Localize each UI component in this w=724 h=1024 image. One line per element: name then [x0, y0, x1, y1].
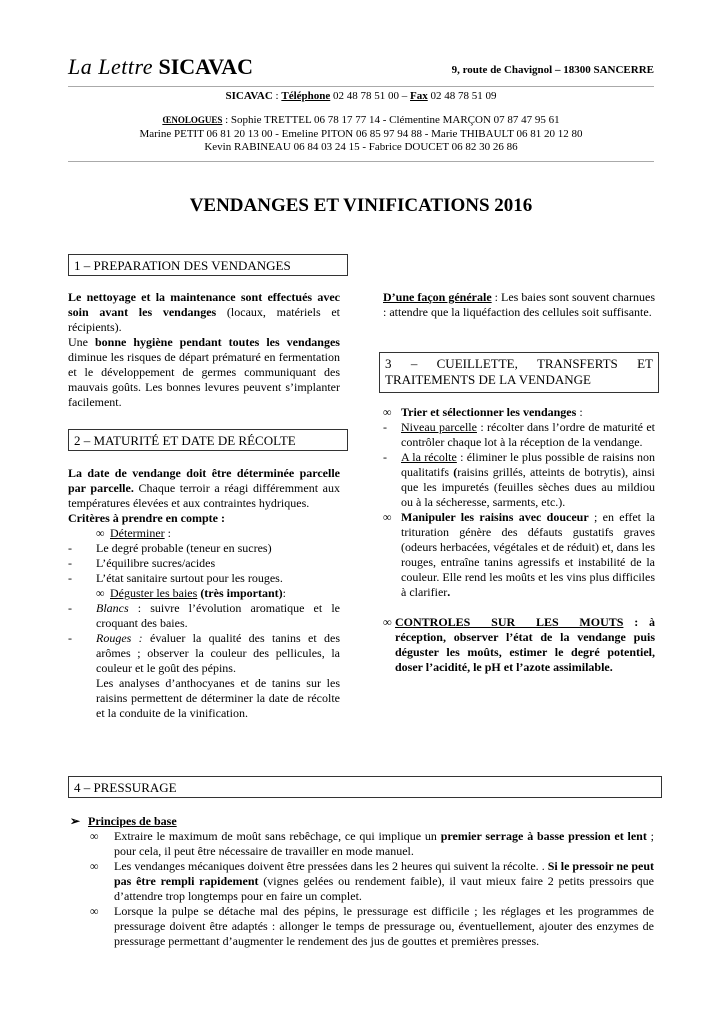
phone-label: Téléphone [281, 90, 331, 102]
newsletter-title [68, 54, 253, 80]
handle-item [383, 510, 655, 600]
determine-colon: : [164, 526, 171, 540]
section-1-p1-bold: Le nettoyage et la maintenance sont effectués avec soin avant les vendanges [68, 290, 340, 319]
dash-bullet: - [68, 601, 72, 615]
determine-sub-2 [68, 556, 340, 571]
principles-label: Principes de base [88, 814, 177, 828]
oenologues-line-1: : Sophie TRETTEL 06 78 17 77 14 - Clémentine MARÇON 07 87 47 95 61 [222, 114, 560, 126]
section-1-p2-bold: bonne hygiène pendant toutes les vendanges [94, 335, 340, 349]
control-item [383, 615, 655, 675]
infinity-bullet-icon: ∞ [383, 615, 392, 629]
handle-end: . [447, 585, 451, 599]
blancs-label: Blancs [96, 601, 129, 615]
general-remark [383, 290, 655, 320]
infinity-bullet-icon: ∞ [96, 586, 105, 600]
newsletter-script-title: La Lettre [68, 54, 153, 79]
fax-label: Fax [410, 90, 428, 102]
principle-1-b: ; pour cela, il peut être nécessaire de travailler en mode manuel. [114, 829, 654, 858]
phone-number: 02 48 78 51 00 – [330, 90, 411, 102]
section-2-body [68, 466, 340, 721]
section-2-p1-rest: Chaque terroir a réagi différemment aux températures élevées et aux contraintes hydriques. [68, 481, 341, 510]
section-3-body [383, 405, 655, 675]
section-4-heading: 4 – PRESSURAGE [68, 776, 662, 798]
principle-1 [68, 829, 654, 859]
contact-divider [68, 161, 654, 162]
harvest-text-a: : éliminer le plus possible de raisins non qualitatifs [401, 450, 655, 479]
harvest-text-b: raisins grillés, atteints de botrytis), ainsi que les impuretés (feuilles sèches dues au mildiou ou à la sécheresse, sarments, etc.). [401, 465, 655, 509]
section-1-heading: 1 – PREPARATION DES VENDANGES [68, 254, 348, 276]
parcel-label: Niveau parcelle [401, 420, 477, 434]
principle-2-b: (vignes gelées ou rendement faible), il vaut mieux faire 2 petits pressoirs que d’attendre trop longtemps pour en faire un complet. [114, 874, 654, 903]
section-3-heading: 3 – CUEILLETTE, TRANSFERTS ET TRAITEMENTS DE LA VENDANGE [379, 352, 659, 393]
control-label: CONTROLES SUR LES MOUTS [395, 615, 624, 629]
sort-item [383, 405, 655, 420]
blancs-text: : suivre l’évolution aromatique et le croquant des baies. [96, 601, 340, 630]
principle-3 [68, 904, 654, 949]
infinity-bullet-icon: ∞ [90, 829, 99, 843]
determine-sub-3 [68, 571, 340, 586]
rouges-text: évaluer la qualité des tanins et des arômes ; observer la couleur des pellicules, la couleur et le goût des pépins. [96, 631, 340, 675]
oenologues-line-3: Kevin RABINEAU 06 84 03 24 15 - Fabrice DOUCET 06 82 30 26 86 [204, 141, 518, 153]
harvest-item [383, 450, 655, 510]
rouges-label: Rouges : [96, 631, 143, 645]
header-address: 9, route de Chavignol – 18300 SANCERRE [451, 64, 654, 76]
section-4-body [68, 814, 654, 949]
section-1-p2-rest: diminue les risques de départ prématuré en fermentation et le développement de germes communiquant des mauvais goûts. Les bonnes levures peuvent s’implanter facilement. [68, 350, 340, 409]
principle-2 [68, 859, 654, 904]
section-1-p2-a: Une [68, 335, 95, 349]
general-label: D’une façon générale [383, 290, 492, 304]
determine-sub-1-text: Le degré probable (teneur en sucres) [96, 541, 272, 555]
taste-bold: (très important) [197, 586, 283, 600]
harvest-bold: ( [453, 465, 458, 479]
parcel-item [383, 420, 655, 450]
determine-sub-2-text: L’équilibre sucres/acides [96, 556, 216, 570]
sort-colon: : [576, 405, 583, 419]
handle-bold: Manipuler les raisins avec douceur [401, 510, 589, 524]
blancs-item [68, 601, 340, 631]
general-text: : Les baies sont souvent charnues : attendre que la liquéfaction des cellules soit suffisante. [383, 290, 655, 319]
section-1-body [68, 290, 340, 410]
principle-1-bold: premier serrage à basse pression et lent [440, 829, 647, 843]
infinity-bullet-icon: ∞ [90, 904, 99, 918]
rouges-item [68, 631, 340, 676]
section-1-paragraph-2 [68, 335, 340, 410]
dash-bullet: - [68, 541, 72, 555]
contact-line [68, 90, 654, 104]
sort-bold: Trier et sélectionner les vendanges [401, 405, 577, 419]
handle-text: ; en effet la trituration génère des défauts gustatifs graves (odeurs herbacées, végétales et de réduit) et, dans les rouges, entraîne tanins agressifs et instabilité de la couleur. Elle rend les moûts et les vins plus difficiles à clarifier [401, 510, 655, 599]
taste-label: Déguster les baies [110, 586, 198, 600]
principle-2-bold: Si le pressoir ne peut pas être rempli rapidement [114, 859, 654, 888]
oenologues-line-2: Marine PETIT 06 81 20 13 00 - Emeline PITON 06 85 97 94 88 - Marie THIBAULT 06 81 20 12 80 [139, 127, 583, 140]
newsletter-brand: SICAVAC [158, 54, 254, 79]
contact-sep: : [272, 90, 282, 102]
oenologues-block [68, 114, 654, 155]
header-divider [68, 86, 654, 87]
taste-colon: : [282, 586, 286, 600]
determine-sub-3-text: L’état sanitaire surtout pour les rouges. [96, 571, 283, 585]
section-2-heading: 2 – MATURITÉ ET DATE DE RÉCOLTE [68, 429, 348, 451]
dash-bullet: - [68, 556, 72, 570]
principle-1-a: Extraire le maximum de moût sans rebêchage, ce qui implique un [114, 829, 441, 843]
principle-3-text: Lorsque la pulpe se détache mal des pépins, le pressurage est difficile ; les réglages et les programmes de pressurage doivent être adaptés : allonger le temps de pressurage ou, éventuellement, ajouter des enzymes de pressurage permettant d’augmenter le rendement des jus de gouttes et premières presses. [114, 904, 654, 948]
taste-item [68, 586, 340, 601]
dash-bullet: - [68, 571, 72, 585]
criteria-label: Critères à prendre en compte : [68, 511, 225, 525]
infinity-bullet-icon: ∞ [90, 859, 99, 873]
dash-bullet: - [68, 631, 72, 645]
control-text: : à réception, observer l’état de la vendange puis déguster les moûts, estimer le degré potentiel, doser l’acidité, le pH et l’azote assimilable. [395, 615, 655, 674]
contact-name: SICAVAC [225, 90, 273, 102]
parcel-text: : récolter dans l’ordre de maturité et contrôler chaque lot à la réception de la vendange. [401, 420, 655, 449]
determine-item [68, 526, 340, 541]
determine-label: Déterminer [110, 526, 165, 540]
principles-item [68, 814, 654, 829]
infinity-bullet-icon: ∞ [96, 526, 105, 540]
arrow-bullet-icon: ➢ [70, 814, 81, 828]
dash-bullet: - [383, 450, 387, 464]
dash-bullet: - [383, 420, 387, 434]
oenologues-label: ŒNOLOGUES [162, 115, 223, 125]
infinity-bullet-icon: ∞ [383, 405, 392, 419]
analyses-text: Les analyses d’anthocyanes et de tanins sur les raisins permettent de déterminer la date de récolte et la conduite de la vinification. [96, 676, 340, 720]
section-1-p1-rest: (locaux, matériels et récipients). [68, 305, 340, 334]
determine-sub-1 [68, 541, 340, 556]
section-1-paragraph-1 [68, 290, 340, 335]
page-title: VENDANGES ET VINIFICATIONS 2016 [189, 195, 533, 216]
infinity-bullet-icon: ∞ [383, 510, 392, 524]
principle-2-a: Les vendanges mécaniques doivent être pressées dans les 2 heures qui suivent la récolte. . [114, 859, 548, 873]
section-2-paragraph-1 [68, 466, 340, 511]
section-2-p1-bold: La date de vendange doit être déterminée parcelle par parcelle. [68, 466, 340, 495]
harvest-label: A la récolte [401, 450, 457, 464]
fax-number: 02 48 78 51 09 [427, 90, 497, 102]
